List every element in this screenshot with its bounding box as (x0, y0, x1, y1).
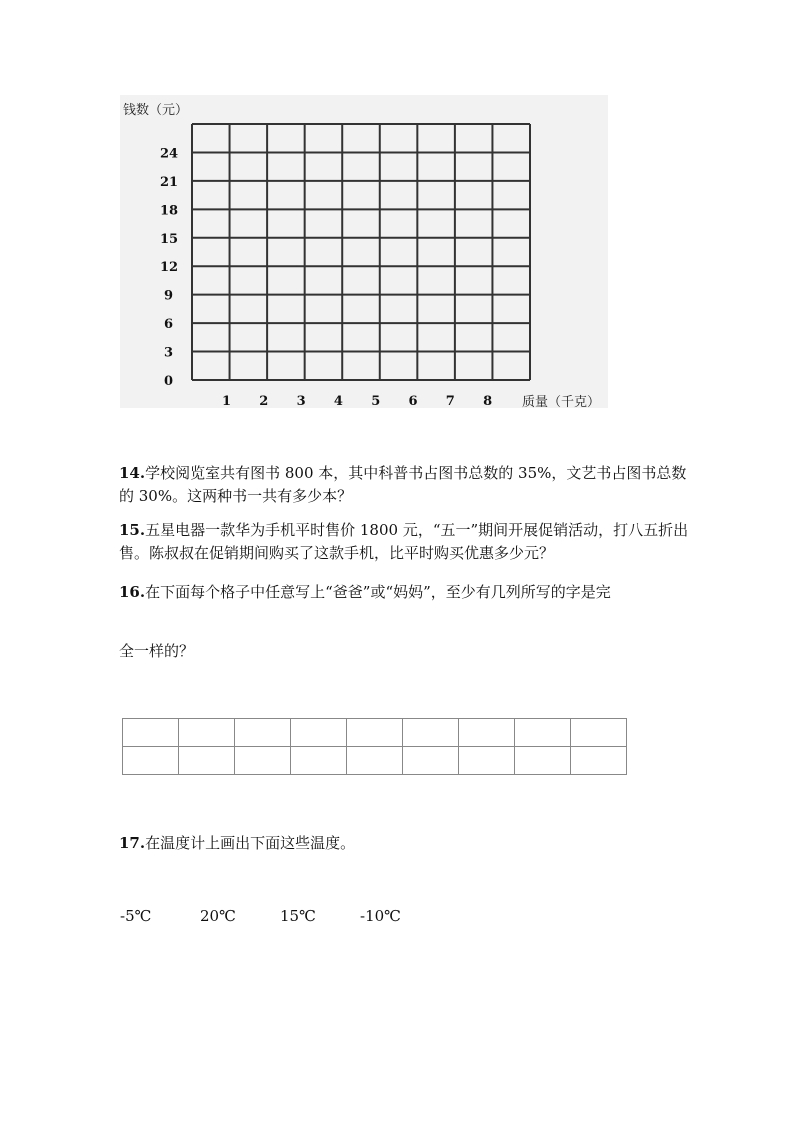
y-tick-label: 9 (164, 288, 174, 304)
answer-cell[interactable] (459, 747, 515, 775)
x-tick-label: 1 (222, 394, 232, 409)
answer-cell[interactable] (235, 719, 291, 747)
answer-cell[interactable] (123, 719, 179, 747)
y-tick-label: 21 (160, 174, 179, 190)
y-tick-label: 12 (160, 260, 179, 276)
answer-cell[interactable] (291, 719, 347, 747)
answer-cell[interactable] (515, 747, 571, 775)
y-tick-label: 6 (164, 317, 174, 333)
x-tick-label: 2 (259, 394, 269, 409)
x-tick-label: 3 (296, 394, 306, 409)
question-17-text: 在温度计上画出下面这些温度。 (145, 834, 356, 852)
y-tick-label: 18 (160, 203, 179, 219)
question-17 (119, 832, 699, 855)
answer-cell[interactable] (403, 747, 459, 775)
answer-grid (122, 718, 627, 775)
question-14-number: 14. (119, 464, 146, 482)
x-tick-label: 6 (408, 394, 418, 409)
answer-cell[interactable] (179, 747, 235, 775)
answer-grid-row (123, 747, 627, 775)
answer-cell[interactable] (347, 719, 403, 747)
answer-cell[interactable] (515, 719, 571, 747)
question-14-text: 学校阅览室共有图书 800 本，其中科普书占图书总数的 35%，文艺书占图书总数的 30%。这两种书一共有多少本？ (119, 464, 687, 505)
x-tick-label: 8 (483, 394, 493, 409)
question-16-text: 在下面每个格子中任意写上“爸爸”或“妈妈”，至少有几列所写的字是完 (145, 583, 611, 601)
x-tick-label: 4 (333, 394, 343, 409)
y-tick-label: 3 (164, 345, 174, 361)
question-15 (119, 519, 699, 565)
answer-cell[interactable] (571, 747, 627, 775)
x-tick-label: 5 (371, 394, 381, 409)
answer-cell[interactable] (571, 719, 627, 747)
y-tick-label: 0 (164, 374, 174, 389)
question-16 (119, 581, 699, 604)
y-tick-label: 24 (160, 146, 179, 162)
question-14 (119, 462, 699, 508)
answer-cell[interactable] (347, 747, 403, 775)
temperature-value: -10℃ (360, 907, 401, 925)
y-tick-label: 15 (160, 231, 179, 247)
question-16-continuation: 全一样的？ (119, 642, 195, 660)
answer-cell[interactable] (459, 719, 515, 747)
price-weight-chart (120, 95, 608, 410)
answer-grid-row (123, 719, 627, 747)
temperature-value: 15℃ (280, 907, 316, 925)
x-tick-label: 7 (445, 394, 455, 409)
question-15-text: 五星电器一款华为手机平时售价 1800 元，“五一”期间开展促销活动，打八五折出售。陈叔叔在促销期间购买了这款手机，比平时购买优惠多少元？ (119, 521, 689, 562)
question-16-number: 16. (119, 583, 146, 601)
question-17-number: 17. (119, 834, 146, 852)
answer-cell[interactable] (123, 747, 179, 775)
temperature-value: -5℃ (120, 907, 152, 925)
answer-cell[interactable] (179, 719, 235, 747)
answer-cell[interactable] (235, 747, 291, 775)
answer-cell[interactable] (291, 747, 347, 775)
answer-cell[interactable] (403, 719, 459, 747)
y-axis-label: 钱数（元） (123, 103, 189, 118)
question-15-number: 15. (119, 521, 146, 539)
x-axis-label: 质量（千克） (522, 395, 601, 410)
chart-grid-svg (120, 95, 608, 410)
temperature-value: 20℃ (200, 907, 236, 925)
